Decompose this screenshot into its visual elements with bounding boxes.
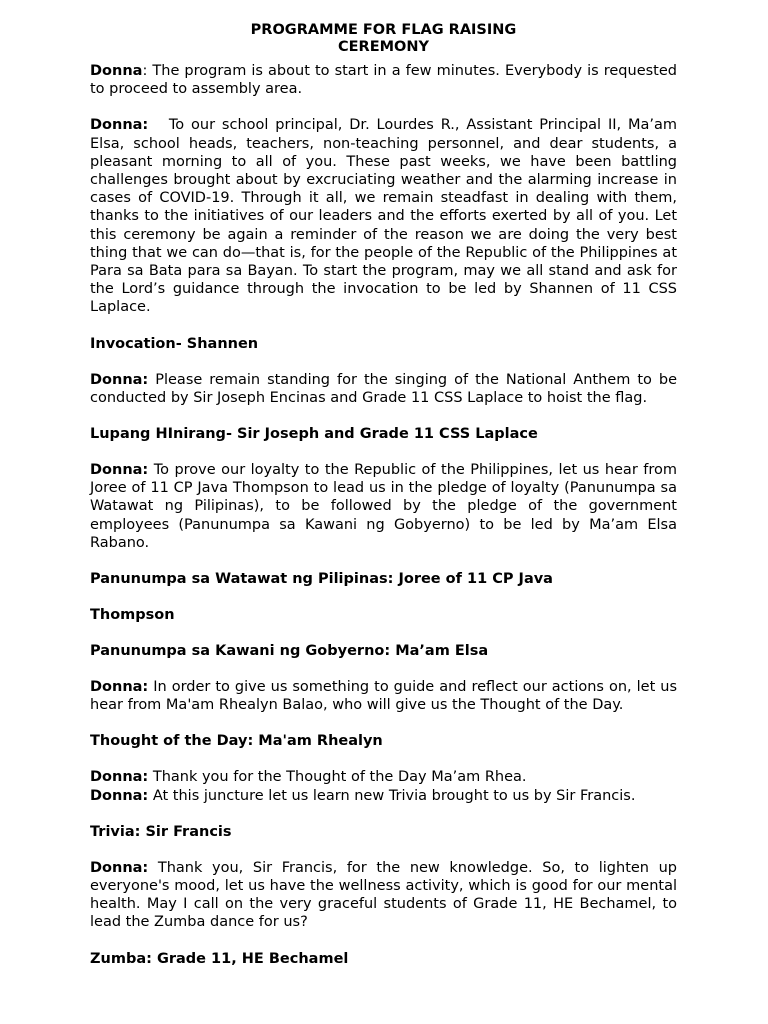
speaker-text: To prove our loyalty to the Republic of the Philippines, let us hear from Joree of 11 CP Java Thompson to lead us in the pledge of loyalty (Panunumpa sa Watawat ng Pilipinas), to be followed by the pledge of the government employees (Panunumpa sa Kawani ng Gobyerno) to be led by Ma’am Elsa Rabano. (90, 462, 678, 551)
speaker-name: Donna: (90, 117, 149, 134)
speaker-paragraph (90, 768, 677, 786)
speaker-name: Donna: (90, 787, 149, 804)
speaker-name: Donna: (90, 679, 149, 696)
program-heading: Panunumpa sa Watawat ng Pilipinas: Joree of 11 CP Java (90, 571, 553, 588)
speaker-paragraph (90, 62, 677, 98)
program-heading: Zumba: Grade 11, HE Bechamel (90, 950, 349, 967)
speaker-paragraph (90, 461, 677, 552)
speaker-name: Donna: (90, 462, 149, 479)
speaker-text: The program is about to start in a few minutes. Everybody is requested to proceed to assembly area. (90, 63, 677, 98)
program-heading: Thompson (90, 607, 175, 624)
speaker-paragraph (90, 678, 677, 714)
title-line-1: PROGRAMME FOR FLAG RAISING (250, 22, 517, 38)
program-heading: Thought of the Day: Ma'am Rhealyn (90, 733, 383, 750)
speaker-text: To our school principal, Dr. Lourdes R., Assistant Principal II, Ma’am Elsa, school heads, teachers, non-teaching personnel, and dear students, a pleasant morning to all of you. These past weeks, we have been battling challenges brought about by excruciating weather and the alarming increase in cases of COVID-19. Through it all, we remain steadfast in dealing with them, thanks to the initiatives of our leaders and the efforts exerted by all of you. Let this ceremony be again a reminder of the reason we are doing the very best thing that we can do—that is, for the people of the Republic of the Philippines at Para sa Bata para sa Bayan. To start the program, may we all stand and ask for the Lord’s guidance through the invocation to be led by Shannen of 11 CSS Laplace. (90, 117, 678, 316)
speaker-text: In order to give us something to guide and reflect our actions on, let us hear from Ma'am Rhealyn Balao, who will give us the Thought of the Day. (90, 679, 677, 714)
speaker-paragraph (90, 116, 677, 316)
title-line-2: CEREMONY (337, 39, 429, 55)
program-heading: Panunumpa sa Kawani ng Gobyerno: Ma’am Elsa (90, 643, 489, 660)
speaker-paragraph (90, 787, 677, 805)
speaker-separator (148, 860, 158, 876)
document-page (90, 22, 677, 986)
speaker-name: Donna: (90, 371, 149, 388)
speaker-name: Donna (90, 63, 143, 79)
speaker-text: Thank you for the Thought of the Day Ma’am Rhea. (152, 769, 527, 786)
speaker-separator (148, 117, 169, 133)
speaker-text: Thank you, Sir Francis, for the new knowledge. So, to lighten up everyone's mood, let us have the wellness activity, which is good for our mental health. May I call on the very graceful students of Grade 11, HE Bechamel, to lead the Zumba dance for us? (90, 859, 678, 931)
program-heading: Lupang HInirang- Sir Joseph and Grade 11 CSS Laplace (90, 426, 538, 443)
program-heading: Invocation- Shannen (90, 335, 259, 352)
program-heading: Trivia: Sir Francis (90, 823, 232, 840)
speaker-text: At this juncture let us learn new Trivia brought to us by Sir Francis. (152, 787, 636, 804)
speaker-text: Please remain standing for the singing of the National Anthem to be conducted by Sir Joseph Encinas and Grade 11 CSS Laplace to hoist the flag. (90, 371, 678, 406)
speaker-name: Donna: (90, 859, 149, 876)
speaker-name: Donna: (90, 769, 149, 786)
speaker-paragraph (90, 371, 677, 407)
document-body (90, 62, 677, 968)
document-title (90, 22, 677, 56)
speaker-paragraph (90, 859, 677, 932)
speaker-separator: : (142, 63, 153, 79)
